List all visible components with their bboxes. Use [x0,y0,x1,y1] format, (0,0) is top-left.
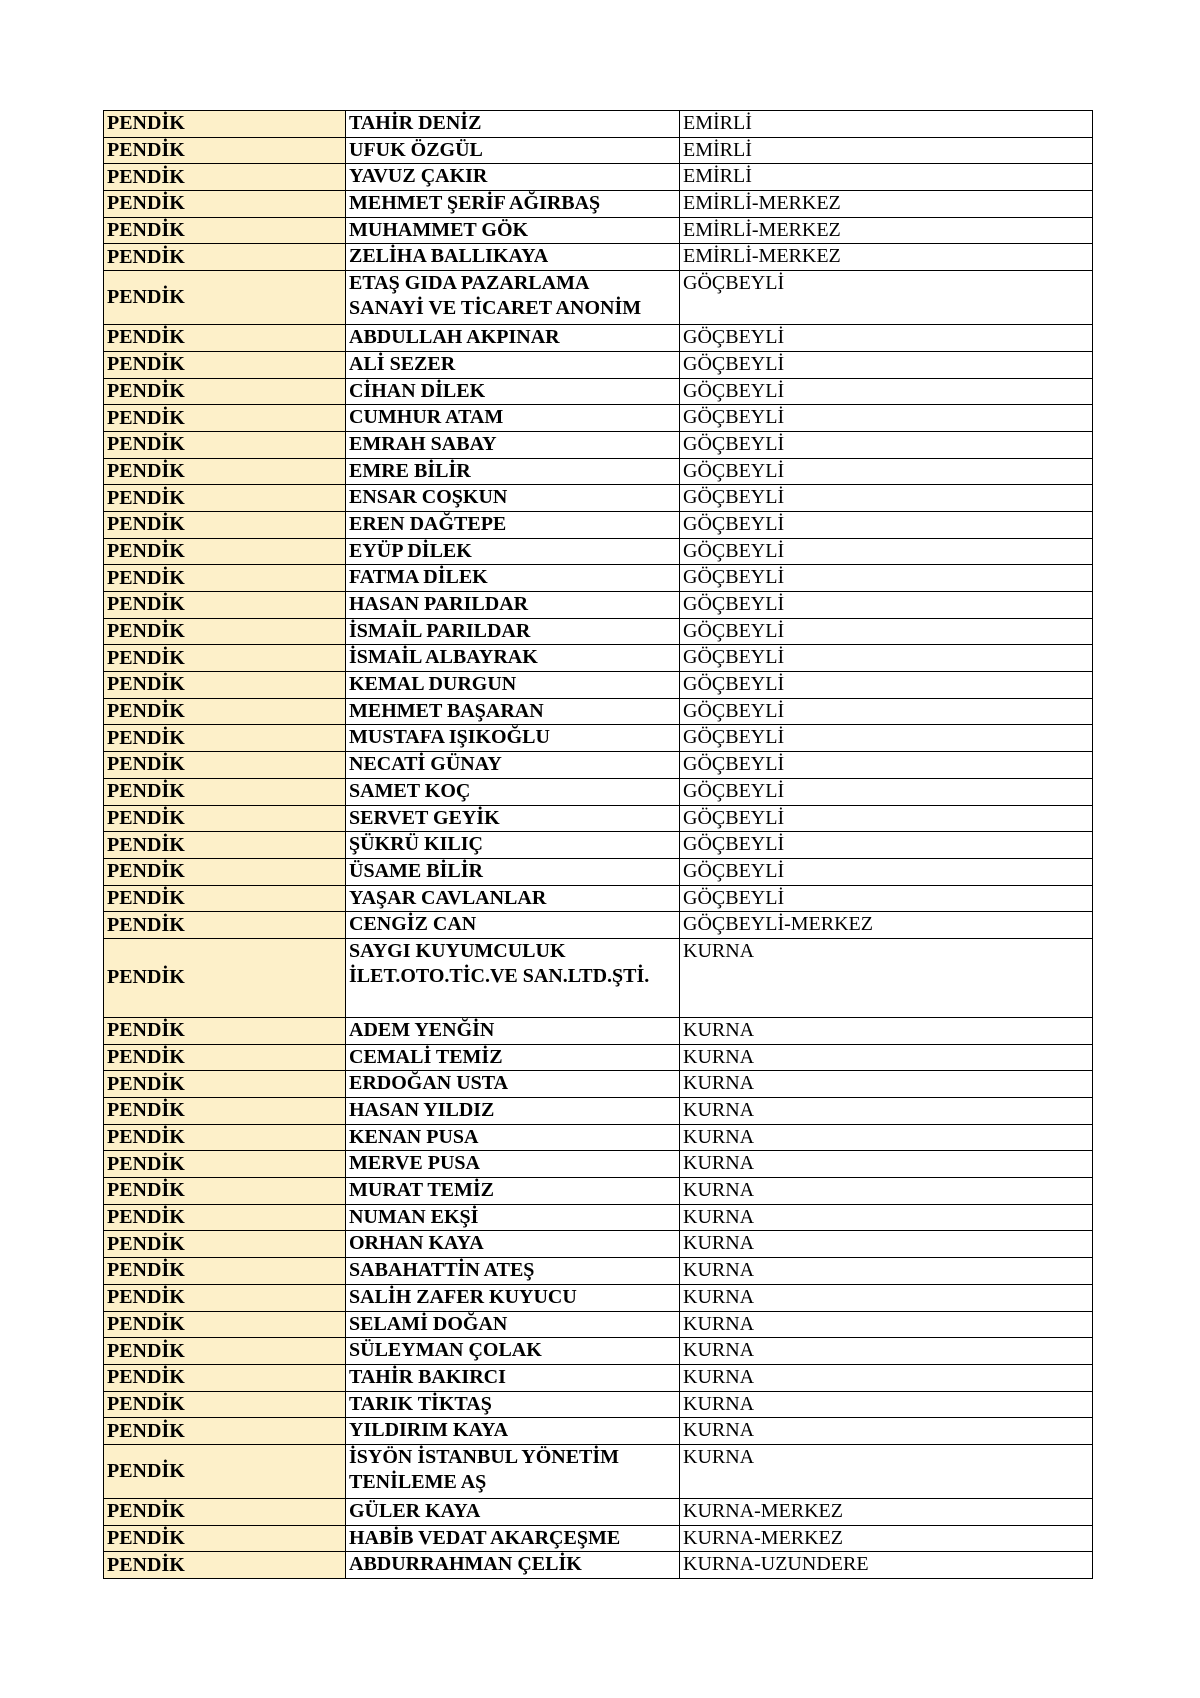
name-cell: SAMET KOÇ [346,778,680,805]
district-cell: PENDİK [104,111,346,138]
location-cell: KURNA [680,1258,1093,1285]
location-cell: KURNA [680,1044,1093,1071]
name-cell: HABİB VEDAT AKARÇEŞME [346,1525,680,1552]
table-row [104,885,1093,912]
name-cell: ABDULLAH AKPINAR [346,325,680,352]
name-cell: ADEM YENĞİN [346,1017,680,1044]
district-cell: PENDİK [104,912,346,939]
location-cell: GÖÇBEYLİ [680,805,1093,832]
table-row [104,137,1093,164]
table-row [104,1311,1093,1338]
location-cell: GÖÇBEYLİ [680,565,1093,592]
name-cell: TAHİR DENİZ [346,111,680,138]
table-row [104,1231,1093,1258]
location-cell: GÖÇBEYLİ [680,538,1093,565]
table-row [104,805,1093,832]
district-cell: PENDİK [104,405,346,432]
table-row [104,111,1093,138]
table-row [104,1364,1093,1391]
table-row [104,351,1093,378]
table-row [104,938,1093,1017]
table-row [104,1525,1093,1552]
location-cell: EMİRLİ-MERKEZ [680,244,1093,271]
table-row [104,485,1093,512]
district-cell: PENDİK [104,1231,346,1258]
district-cell: PENDİK [104,458,346,485]
district-cell: PENDİK [104,698,346,725]
name-cell: YAŞAR CAVLANLAR [346,885,680,912]
table-row [104,1151,1093,1178]
location-cell: GÖÇBEYLİ [680,618,1093,645]
district-cell: PENDİK [104,672,346,699]
district-cell: PENDİK [104,1258,346,1285]
name-cell: İSMAİL PARILDAR [346,618,680,645]
records-table [103,110,1093,1579]
table-row [104,1204,1093,1231]
location-cell: GÖÇBEYLİ [680,592,1093,619]
location-cell: GÖÇBEYLİ [680,511,1093,538]
name-cell: CUMHUR ATAM [346,405,680,432]
name-cell: ETAŞ GIDA PAZARLAMA SANAYİ VE TİCARET ANONİM [346,271,680,325]
table-row [104,778,1093,805]
location-cell: GÖÇBEYLİ [680,858,1093,885]
location-cell: EMİRLİ [680,111,1093,138]
location-cell: GÖÇBEYLİ [680,325,1093,352]
table-row [104,618,1093,645]
district-cell: PENDİK [104,645,346,672]
name-cell: YILDIRIM KAYA [346,1418,680,1445]
district-cell: PENDİK [104,618,346,645]
district-cell: PENDİK [104,1204,346,1231]
location-cell: KURNA-MERKEZ [680,1498,1093,1525]
district-cell: PENDİK [104,1418,346,1445]
table-row [104,912,1093,939]
district-cell: PENDİK [104,1044,346,1071]
location-cell: GÖÇBEYLİ [680,832,1093,859]
district-cell: PENDİK [104,778,346,805]
district-cell: PENDİK [104,1124,346,1151]
location-cell: KURNA [680,1178,1093,1205]
location-cell: KURNA-MERKEZ [680,1525,1093,1552]
district-cell: PENDİK [104,325,346,352]
table-row [104,645,1093,672]
district-cell: PENDİK [104,752,346,779]
district-cell: PENDİK [104,1364,346,1391]
district-cell: PENDİK [104,1071,346,1098]
district-cell: PENDİK [104,1552,346,1579]
district-cell: PENDİK [104,217,346,244]
location-cell: GÖÇBEYLİ [680,378,1093,405]
district-cell: PENDİK [104,1178,346,1205]
district-cell: PENDİK [104,1151,346,1178]
table-row [104,1071,1093,1098]
table-row [104,164,1093,191]
district-cell: PENDİK [104,244,346,271]
table-row [104,458,1093,485]
location-cell: GÖÇBEYLİ [680,725,1093,752]
table-row [104,217,1093,244]
district-cell: PENDİK [104,1391,346,1418]
district-cell: PENDİK [104,511,346,538]
district-cell: PENDİK [104,191,346,218]
location-cell: EMİRLİ-MERKEZ [680,217,1093,244]
table-row [104,538,1093,565]
table-row [104,1418,1093,1445]
name-cell: ENSAR COŞKUN [346,485,680,512]
name-cell: KEMAL DURGUN [346,672,680,699]
district-cell: PENDİK [104,565,346,592]
location-cell: GÖÇBEYLİ [680,778,1093,805]
district-cell: PENDİK [104,725,346,752]
district-cell: PENDİK [104,271,346,325]
location-cell: GÖÇBEYLİ [680,672,1093,699]
table-row [104,271,1093,325]
location-cell: GÖÇBEYLİ [680,885,1093,912]
table-row [104,325,1093,352]
name-cell: SELAMİ DOĞAN [346,1311,680,1338]
table-row [104,378,1093,405]
location-cell: KURNA [680,1204,1093,1231]
name-cell: ABDURRAHMAN ÇELİK [346,1552,680,1579]
location-cell: KURNA [680,1444,1093,1498]
name-cell: SALİH ZAFER KUYUCU [346,1284,680,1311]
location-cell: GÖÇBEYLİ [680,645,1093,672]
table-row [104,1444,1093,1498]
district-cell: PENDİK [104,938,346,1017]
table-row [104,1498,1093,1525]
name-cell: MEHMET BAŞARAN [346,698,680,725]
name-cell: KENAN PUSA [346,1124,680,1151]
table-row [104,1098,1093,1125]
table-row [104,1338,1093,1365]
location-cell: GÖÇBEYLİ [680,752,1093,779]
location-cell: GÖÇBEYLİ [680,698,1093,725]
location-cell: GÖÇBEYLİ [680,458,1093,485]
name-cell: ALİ SEZER [346,351,680,378]
table-row [104,592,1093,619]
name-cell: İSMAİL ALBAYRAK [346,645,680,672]
table-row [104,1178,1093,1205]
location-cell: KURNA [680,1231,1093,1258]
name-cell: CEMALİ TEMİZ [346,1044,680,1071]
location-cell: KURNA [680,938,1093,1017]
name-cell: İSYÖN İSTANBUL YÖNETİM TENİLEME AŞ [346,1444,680,1498]
table-row [104,1258,1093,1285]
location-cell: EMİRLİ [680,137,1093,164]
name-cell: ORHAN KAYA [346,1231,680,1258]
location-cell: GÖÇBEYLİ [680,405,1093,432]
location-cell: KURNA [680,1364,1093,1391]
name-cell: SÜLEYMAN ÇOLAK [346,1338,680,1365]
district-cell: PENDİK [104,832,346,859]
district-cell: PENDİK [104,805,346,832]
table-row [104,511,1093,538]
location-cell: KURNA [680,1124,1093,1151]
name-cell: TARIK TİKTAŞ [346,1391,680,1418]
table-row [104,858,1093,885]
name-cell: EMRAH SABAY [346,431,680,458]
district-cell: PENDİK [104,378,346,405]
name-cell: ÜSAME BİLİR [346,858,680,885]
records-table-body [104,111,1093,1579]
name-cell: MERVE PUSA [346,1151,680,1178]
name-cell: EYÜP DİLEK [346,538,680,565]
location-cell: GÖÇBEYLİ-MERKEZ [680,912,1093,939]
table-row [104,405,1093,432]
district-cell: PENDİK [104,485,346,512]
table-row [104,1017,1093,1044]
table-row [104,1552,1093,1579]
name-cell: TAHİR BAKIRCI [346,1364,680,1391]
name-cell: EMRE BİLİR [346,458,680,485]
table-row [104,698,1093,725]
name-cell: FATMA DİLEK [346,565,680,592]
district-cell: PENDİK [104,351,346,378]
location-cell: KURNA [680,1391,1093,1418]
table-row [104,1391,1093,1418]
table-row [104,191,1093,218]
district-cell: PENDİK [104,164,346,191]
table-row [104,832,1093,859]
name-cell: NUMAN EKŞİ [346,1204,680,1231]
name-cell: UFUK ÖZGÜL [346,137,680,164]
name-cell: CENGİZ CAN [346,912,680,939]
location-cell: GÖÇBEYLİ [680,271,1093,325]
name-cell: ERDOĞAN USTA [346,1071,680,1098]
district-cell: PENDİK [104,1498,346,1525]
location-cell: KURNA [680,1311,1093,1338]
table-row [104,1124,1093,1151]
location-cell: KURNA [680,1338,1093,1365]
name-cell: MURAT TEMİZ [346,1178,680,1205]
location-cell: EMİRLİ-MERKEZ [680,191,1093,218]
table-row [104,244,1093,271]
name-cell: EREN DAĞTEPE [346,511,680,538]
table-row [104,1044,1093,1071]
location-cell: KURNA [680,1418,1093,1445]
district-cell: PENDİK [104,137,346,164]
name-cell: GÜLER KAYA [346,1498,680,1525]
district-cell: PENDİK [104,1017,346,1044]
name-cell: SAYGI KUYUMCULUK İLET.OTO.TİC.VE SAN.LTD.ŞTİ. [346,938,680,1017]
district-cell: PENDİK [104,1311,346,1338]
name-cell: YAVUZ ÇAKIR [346,164,680,191]
name-cell: CİHAN DİLEK [346,378,680,405]
name-cell: SERVET GEYİK [346,805,680,832]
name-cell: ŞÜKRÜ KILIÇ [346,832,680,859]
table-row [104,1284,1093,1311]
district-cell: PENDİK [104,858,346,885]
district-cell: PENDİK [104,538,346,565]
location-cell: KURNA [680,1098,1093,1125]
name-cell: MUSTAFA IŞIKOĞLU [346,725,680,752]
table-row [104,752,1093,779]
name-cell: ZELİHA BALLIKAYA [346,244,680,271]
district-cell: PENDİK [104,885,346,912]
district-cell: PENDİK [104,1098,346,1125]
location-cell: GÖÇBEYLİ [680,351,1093,378]
district-cell: PENDİK [104,1444,346,1498]
name-cell: HASAN PARILDAR [346,592,680,619]
location-cell: KURNA [680,1071,1093,1098]
name-cell: MEHMET ŞERİF AĞIRBAŞ [346,191,680,218]
district-cell: PENDİK [104,1525,346,1552]
table-row [104,565,1093,592]
location-cell: KURNA [680,1017,1093,1044]
location-cell: KURNA [680,1284,1093,1311]
district-cell: PENDİK [104,592,346,619]
location-cell: KURNA [680,1151,1093,1178]
table-row [104,431,1093,458]
table-row [104,672,1093,699]
name-cell: SABAHATTİN ATEŞ [346,1258,680,1285]
district-cell: PENDİK [104,1338,346,1365]
location-cell: EMİRLİ [680,164,1093,191]
name-cell: MUHAMMET GÖK [346,217,680,244]
table-row [104,725,1093,752]
location-cell: GÖÇBEYLİ [680,485,1093,512]
district-cell: PENDİK [104,1284,346,1311]
district-cell: PENDİK [104,431,346,458]
name-cell: NECATİ GÜNAY [346,752,680,779]
name-cell: HASAN YILDIZ [346,1098,680,1125]
location-cell: KURNA-UZUNDERE [680,1552,1093,1579]
location-cell: GÖÇBEYLİ [680,431,1093,458]
